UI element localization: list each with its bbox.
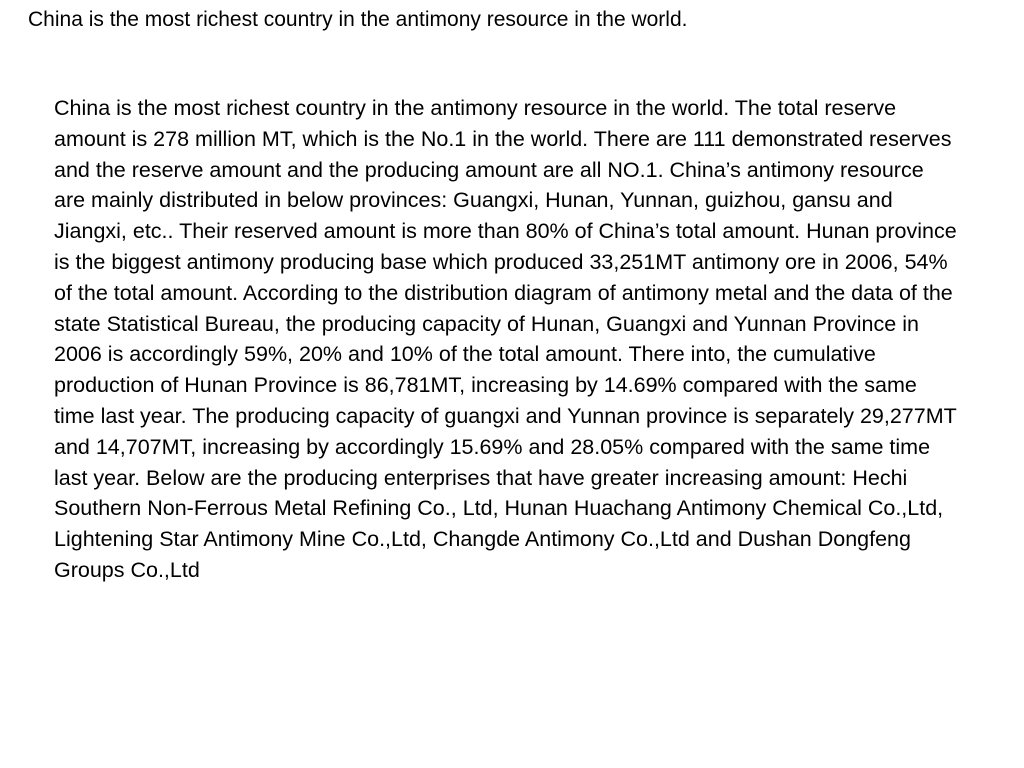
slide-body-text: China is the most richest country in the antimony resource in the world. The total reserve amount is 278 million MT, which is the No.1 in the world. There are 111 demonstrated reserves and the reserve amount and the producing amount are all NO.1. China’s antimony resource are mainly distributed in below provinces: Guangxi, Hunan, Yunnan, guizhou, gansu and Jiangxi, etc.. Their reserved amount is more than 80% of China’s total amount. Hunan province is the biggest antimony producing base which produced 33,251MT antimony ore in 2006, 54% of the total amount. According to the distribution diagram of antimony metal and the data of the state Statistical Bureau, the producing capacity of Hunan, Guangxi and Yunnan Province in 2006 is accordingly 59%, 20% and 10% of the total amount. There into, the cumulative production of Hunan Province is 86,781MT, increasing by 14.69% compared with the same time last year. The producing capacity of guangxi and Yunnan province is separately 29,277MT and 14,707MT, increasing by accordingly 15.69% and 28.05% compared with the same time last year. Below are the producing enterprises that have greater increasing amount: Hechi Southern Non-Ferrous Metal Refining Co., Ltd, Hunan Huachang Antimony Chemical Co.,Ltd, Lightening Star Antimony Mine Co.,Ltd, Changde Antimony Co.,Ltd and Dushan Dongfeng Groups Co.,Ltd (54, 96, 957, 582)
slide-title: China is the most richest country in the antimony resource in the world. (28, 8, 688, 31)
